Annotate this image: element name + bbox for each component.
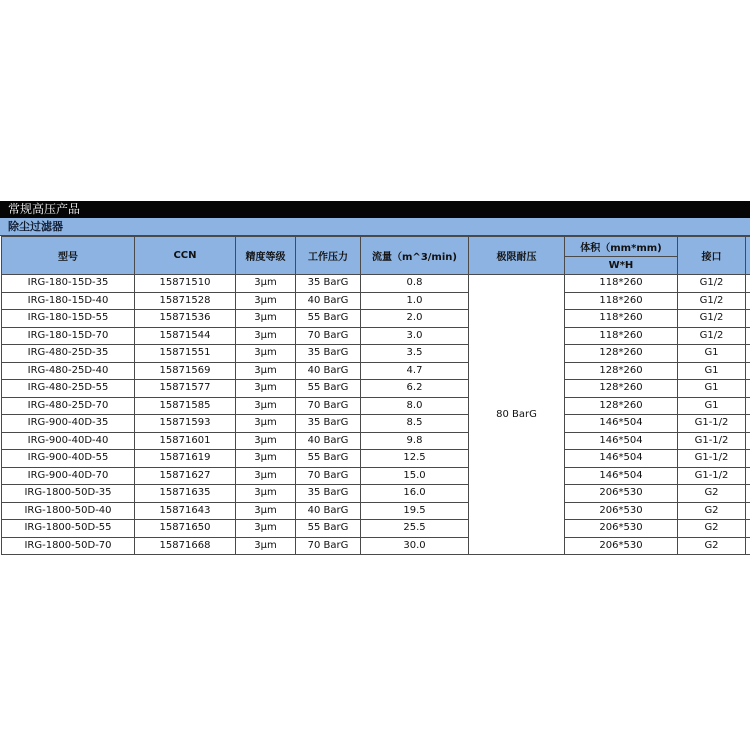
- cell-ccn: 15871528: [135, 292, 236, 310]
- cell-port: G1: [678, 345, 746, 363]
- cell-ccn: 15871544: [135, 327, 236, 345]
- table-row: [2, 467, 750, 485]
- cell-flow: 6.2: [361, 380, 469, 398]
- cell-extra: [746, 345, 750, 363]
- table-row: [2, 345, 750, 363]
- cell-pressure: 70 BarG: [296, 327, 361, 345]
- cell-size: 118*260: [565, 275, 678, 293]
- cell-pressure: 40 BarG: [296, 292, 361, 310]
- cell-size: 146*504: [565, 467, 678, 485]
- cell-port: G2: [678, 520, 746, 538]
- table-row: [2, 327, 750, 345]
- cell-extra: [746, 362, 750, 380]
- cell-pressure: 35 BarG: [296, 485, 361, 503]
- cell-ccn: 15871668: [135, 537, 236, 555]
- cell-ccn: 15871536: [135, 310, 236, 328]
- cell-extra: [746, 467, 750, 485]
- cell-size: 146*504: [565, 432, 678, 450]
- cell-model: IRG-180-15D-40: [2, 292, 135, 310]
- cell-model: IRG-1800-50D-70: [2, 537, 135, 555]
- cell-pressure: 70 BarG: [296, 397, 361, 415]
- cell-flow: 1.0: [361, 292, 469, 310]
- cell-ccn: 15871551: [135, 345, 236, 363]
- cell-port: G1: [678, 380, 746, 398]
- table-row: [2, 537, 750, 555]
- cell-model: IRG-480-25D-70: [2, 397, 135, 415]
- cell-extra: [746, 450, 750, 468]
- cell-size: 146*504: [565, 415, 678, 433]
- cell-port: G2: [678, 485, 746, 503]
- cell-pressure: 55 BarG: [296, 380, 361, 398]
- cell-pressure: 35 BarG: [296, 415, 361, 433]
- cell-port: G1/2: [678, 275, 746, 293]
- cell-model: IRG-900-40D-55: [2, 450, 135, 468]
- cell-model: IRG-900-40D-40: [2, 432, 135, 450]
- cell-extra: [746, 380, 750, 398]
- cell-extra: [746, 432, 750, 450]
- table-row: [2, 380, 750, 398]
- cell-grade: 3μm: [236, 502, 296, 520]
- cell-port: G1-1/2: [678, 450, 746, 468]
- cell-flow: 19.5: [361, 502, 469, 520]
- cell-size: 128*260: [565, 362, 678, 380]
- subsection-title: 除尘过滤器: [0, 218, 750, 236]
- cell-port: G1-1/2: [678, 415, 746, 433]
- header-port: 接口: [678, 237, 746, 275]
- table-row: [2, 520, 750, 538]
- cell-size: 128*260: [565, 380, 678, 398]
- cell-extra: [746, 397, 750, 415]
- cell-size: 128*260: [565, 345, 678, 363]
- cell-size: 206*530: [565, 537, 678, 555]
- cell-grade: 3μm: [236, 310, 296, 328]
- cell-flow: 30.0: [361, 537, 469, 555]
- cell-pressure: 35 BarG: [296, 345, 361, 363]
- cell-grade: 3μm: [236, 520, 296, 538]
- cell-grade: 3μm: [236, 275, 296, 293]
- cell-ccn: 15871643: [135, 502, 236, 520]
- cell-model: IRG-1800-50D-35: [2, 485, 135, 503]
- header-volume: 体积（mm*mm): [565, 237, 678, 257]
- cell-model: IRG-480-25D-40: [2, 362, 135, 380]
- cell-pressure: 70 BarG: [296, 537, 361, 555]
- cell-size: 206*530: [565, 485, 678, 503]
- cell-model: IRG-900-40D-70: [2, 467, 135, 485]
- cell-pressure: 40 BarG: [296, 362, 361, 380]
- cell-flow: 0.8: [361, 275, 469, 293]
- cell-extra: [746, 292, 750, 310]
- cell-extra: [746, 415, 750, 433]
- cell-grade: 3μm: [236, 292, 296, 310]
- header-pressure: 工作压力: [296, 237, 361, 275]
- cell-extra: [746, 537, 750, 555]
- cell-grade: 3μm: [236, 345, 296, 363]
- cell-ccn: 15871650: [135, 520, 236, 538]
- cell-extra: [746, 327, 750, 345]
- cell-size: 128*260: [565, 397, 678, 415]
- cell-ccn: 15871619: [135, 450, 236, 468]
- cell-pressure: 55 BarG: [296, 520, 361, 538]
- header-volume-sub: W*H: [565, 257, 678, 275]
- cell-port: G1/2: [678, 327, 746, 345]
- cell-port: G1: [678, 397, 746, 415]
- cell-flow: 9.8: [361, 432, 469, 450]
- cell-flow: 3.0: [361, 327, 469, 345]
- cell-extra: [746, 485, 750, 503]
- cell-grade: 3μm: [236, 380, 296, 398]
- cell-flow: 2.0: [361, 310, 469, 328]
- cell-flow: 8.5: [361, 415, 469, 433]
- table-row: [2, 450, 750, 468]
- cell-model: IRG-180-15D-35: [2, 275, 135, 293]
- cell-model: IRG-1800-50D-55: [2, 520, 135, 538]
- cell-model: IRG-180-15D-70: [2, 327, 135, 345]
- cell-size: 206*530: [565, 502, 678, 520]
- table-row: [2, 275, 750, 293]
- cell-grade: 3μm: [236, 415, 296, 433]
- cell-flow: 12.5: [361, 450, 469, 468]
- table-row: [2, 432, 750, 450]
- cell-pressure: 70 BarG: [296, 467, 361, 485]
- cell-port: G1/2: [678, 310, 746, 328]
- cell-model: IRG-480-25D-35: [2, 345, 135, 363]
- cell-ccn: 15871585: [135, 397, 236, 415]
- cell-size: 118*260: [565, 292, 678, 310]
- cell-model: IRG-1800-50D-40: [2, 502, 135, 520]
- cell-port: G2: [678, 537, 746, 555]
- table-row: [2, 485, 750, 503]
- header-flow: 流量（m^3/min): [361, 237, 469, 275]
- cell-pressure: 55 BarG: [296, 310, 361, 328]
- cell-ccn: 15871635: [135, 485, 236, 503]
- cell-grade: 3μm: [236, 485, 296, 503]
- cell-extra: [746, 520, 750, 538]
- cell-flow: 8.0: [361, 397, 469, 415]
- cell-model: IRG-480-25D-55: [2, 380, 135, 398]
- cell-ccn: 15871577: [135, 380, 236, 398]
- header-extra: [746, 237, 750, 275]
- cell-flow: 25.5: [361, 520, 469, 538]
- header-limit: 极限耐压: [469, 237, 565, 275]
- section-title: 常规高压产品: [0, 201, 750, 218]
- cell-pressure: 40 BarG: [296, 432, 361, 450]
- header-row: [2, 237, 750, 257]
- cell-pressure: 40 BarG: [296, 502, 361, 520]
- cell-pressure: 35 BarG: [296, 275, 361, 293]
- cell-size: 118*260: [565, 310, 678, 328]
- cell-grade: 3μm: [236, 467, 296, 485]
- cell-flow: 15.0: [361, 467, 469, 485]
- cell-port: G1-1/2: [678, 432, 746, 450]
- header-ccn: CCN: [135, 237, 236, 275]
- cell-port: G1-1/2: [678, 467, 746, 485]
- table-row: [2, 502, 750, 520]
- cell-flow: 4.7: [361, 362, 469, 380]
- cell-size: 206*530: [565, 520, 678, 538]
- cell-ccn: 15871601: [135, 432, 236, 450]
- table-row: [2, 362, 750, 380]
- cell-model: IRG-900-40D-35: [2, 415, 135, 433]
- cell-port: G2: [678, 502, 746, 520]
- cell-ccn: 15871569: [135, 362, 236, 380]
- cell-extra: [746, 275, 750, 293]
- spec-table: [1, 236, 750, 555]
- cell-flow: 3.5: [361, 345, 469, 363]
- table-row: [2, 415, 750, 433]
- cell-pressure: 55 BarG: [296, 450, 361, 468]
- table-body: [2, 275, 750, 555]
- cell-extra: [746, 502, 750, 520]
- cell-grade: 3μm: [236, 362, 296, 380]
- cell-model: IRG-180-15D-55: [2, 310, 135, 328]
- cell-port: G1: [678, 362, 746, 380]
- cell-size: 118*260: [565, 327, 678, 345]
- header-grade: 精度等级: [236, 237, 296, 275]
- table-row: [2, 397, 750, 415]
- table-row: [2, 292, 750, 310]
- cell-grade: 3μm: [236, 432, 296, 450]
- cell-ccn: 15871593: [135, 415, 236, 433]
- cell-grade: 3μm: [236, 327, 296, 345]
- cell-size: 146*504: [565, 450, 678, 468]
- cell-ccn: 15871510: [135, 275, 236, 293]
- cell-limit-pressure: 80 BarG: [469, 275, 565, 555]
- cell-ccn: 15871627: [135, 467, 236, 485]
- table-row: [2, 310, 750, 328]
- cell-extra: [746, 310, 750, 328]
- cell-flow: 16.0: [361, 485, 469, 503]
- header-model: 型号: [2, 237, 135, 275]
- cell-grade: 3μm: [236, 397, 296, 415]
- cell-grade: 3μm: [236, 537, 296, 555]
- product-sheet: [0, 201, 750, 555]
- cell-grade: 3μm: [236, 450, 296, 468]
- cell-port: G1/2: [678, 292, 746, 310]
